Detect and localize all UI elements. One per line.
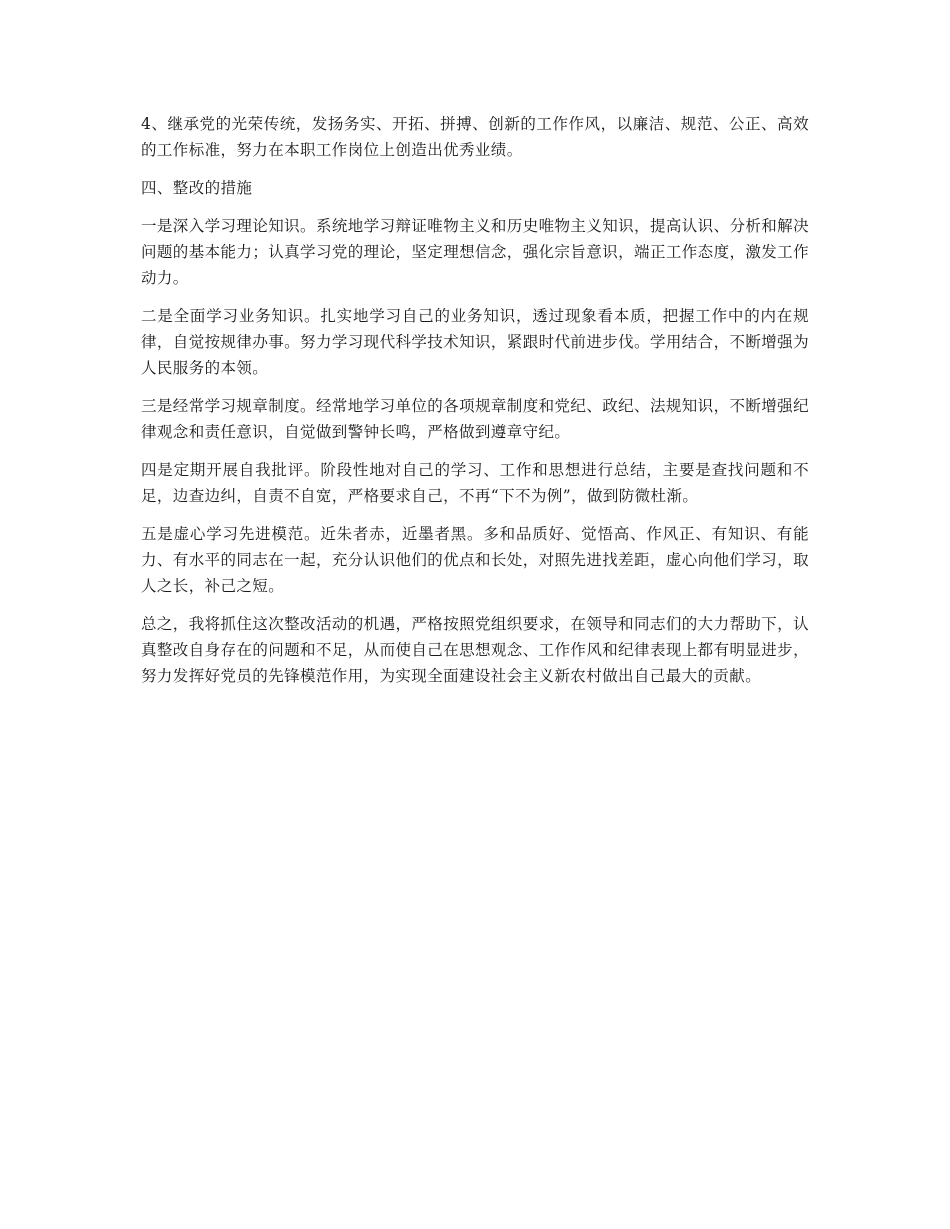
section-heading-measures: 四、整改的措施: [141, 179, 253, 197]
paragraph-item-4: 4、继承党的光荣传统，发扬务实、开拓、拼搏、创新的工作作风，以廉洁、规范、公正、高效的工作标准，努力在本职工作岗位上创造出优秀业绩。: [141, 115, 809, 159]
paragraph-conclusion: 总之，我将抓住这次整改活动的机遇，严格按照党组织要求，在领导和同志们的大力帮助下，认真整改自身存在的问题和不足，从而使自己在思想观念、工作作风和纪律表现上都有明显进步，努力发挥好党员的先锋模范作用，为实现全面建设社会主义新农村做出自己最大的贡献。: [141, 615, 809, 685]
paragraph-measure-2: 二是全面学习业务知识。扎实地学习自己的业务知识，透过现象看本质，把握工作中的内在规律，自觉按规律办事。努力学习现代科学技术知识，紧跟时代前进步伐。学用结合，不断增强为人民服务的本领。: [141, 307, 809, 377]
document-body: [141, 111, 809, 701]
paragraph-measure-4: 四是定期开展自我批评。阶段性地对自己的学习、工作和思想进行总结，主要是查找问题和不足，边查边纠，自责不自宽，严格要求自己，不再“下不为例”，做到防微杜渐。: [141, 461, 809, 505]
paragraph-measure-5: 五是虚心学习先进模范。近朱者赤，近墨者黑。多和品质好、觉悟高、作风正、有知识、有能力、有水平的同志在一起，充分认识他们的优点和长处，对照先进找差距，虚心向他们学习，取人之长，补己之短。: [141, 525, 809, 595]
paragraph-measure-1: 一是深入学习理论知识。系统地学习辩证唯物主义和历史唯物主义知识，提高认识、分析和解决问题的基本能力；认真学习党的理论，坚定理想信念，强化宗旨意识，端正工作态度，激发工作动力。: [141, 217, 809, 287]
paragraph-measure-3: 三是经常学习规章制度。经常地学习单位的各项规章制度和党纪、政纪、法规知识，不断增强纪律观念和责任意识，自觉做到警钟长鸣，严格做到遵章守纪。: [141, 397, 809, 441]
